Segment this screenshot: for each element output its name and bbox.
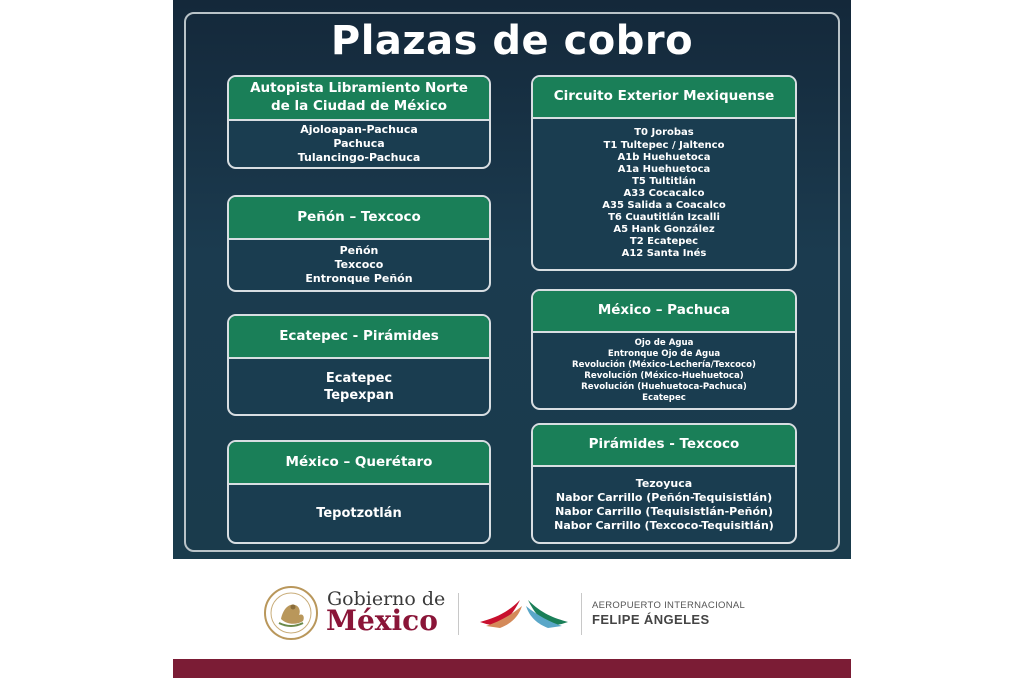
plaza-item: Nabor Carrillo (Peñón-Tequisistlán): [555, 490, 773, 504]
plaza-item: Nabor Carrillo (Tequisistlán-Peñón): [555, 504, 773, 518]
footer-divider: [581, 593, 582, 635]
card-heading: Pirámides - Texcoco: [533, 425, 795, 467]
plaza-list: [533, 467, 795, 542]
plaza-item: Texcoco: [334, 258, 384, 271]
plaza-item: T0 Jorobas: [634, 127, 694, 139]
card-mexico-pachuca: [531, 289, 797, 410]
card-heading: Ecatepec - Pirámides: [229, 316, 489, 359]
plaza-item: Tepexpan: [324, 387, 394, 403]
escudo-nacional-seal-icon: [263, 585, 319, 641]
card-heading: [229, 77, 489, 121]
heading-line: de la Ciudad de México: [271, 98, 447, 114]
card-penon-texcoco: [227, 195, 491, 292]
card-ecatepec-piramides: [227, 314, 491, 416]
plaza-item: Peñón: [339, 244, 379, 257]
plaza-item: Ajoloapan-Pachuca: [300, 123, 418, 136]
plaza-item: Tulancingo-Pachuca: [297, 151, 421, 164]
plaza-item: Ojo de Agua: [634, 337, 694, 348]
plaza-item: A33 Cocacalco: [623, 187, 705, 199]
plaza-item: Revolución (México-Lechería/Texcoco): [572, 359, 756, 370]
plaza-item: Tepotzotlán: [316, 506, 402, 521]
plaza-list: [229, 121, 489, 167]
card-mexico-queretaro: [227, 440, 491, 544]
page-title: Plazas de cobro: [330, 18, 694, 64]
card-heading: México – Pachuca: [533, 291, 795, 333]
plaza-item: Revolución (Huehuetoca-Pachuca): [581, 381, 747, 392]
plaza-item: T6 Cuautitlán Izcalli: [608, 212, 720, 224]
aeropuerto-internacional-label: AEROPUERTO INTERNACIONAL: [592, 600, 746, 611]
gobierno-de-label: Gobierno de: [327, 588, 446, 610]
plaza-list: [229, 240, 489, 290]
aifa-wings-logo-icon: [476, 590, 572, 636]
plaza-list: [229, 359, 489, 414]
card-heading: Peñón – Texcoco: [229, 197, 489, 240]
mexico-label: México: [326, 604, 438, 637]
plaza-item: Ecatepec: [642, 392, 686, 403]
heading-line: Autopista Libramiento Norte: [250, 80, 468, 97]
card-heading: Circuito Exterior Mexiquense: [533, 77, 795, 119]
card-circuito-exterior-mexiquense: [531, 75, 797, 271]
plaza-item: T2 Ecatepec: [629, 236, 699, 248]
plaza-item: Nabor Carrillo (Texcoco-Tequisitlán): [554, 518, 774, 532]
plaza-item: Tezoyuca: [635, 476, 693, 490]
card-heading: México – Querétaro: [229, 442, 489, 485]
plaza-item: Ecatepec: [325, 370, 393, 386]
felipe-angeles-label: FELIPE ÁNGELES: [592, 612, 710, 627]
plaza-item: Revolución (México-Huehuetoca): [584, 370, 744, 381]
plaza-item: A5 Hank González: [613, 224, 715, 236]
plaza-item: A1b Huehuetoca: [617, 151, 711, 163]
plaza-list: [533, 119, 795, 269]
plaza-list: [229, 485, 489, 542]
card-piramides-texcoco: [531, 423, 797, 544]
plaza-item: Pachuca: [333, 137, 385, 150]
plaza-item: T5 Tultitlán: [632, 175, 696, 187]
plaza-item: Entronque Peñón: [305, 272, 413, 285]
bottom-brand-bar: [173, 659, 851, 678]
plaza-item: T1 Tultepec / Jaltenco: [603, 139, 725, 151]
plaza-item: A1a Huehuetoca: [617, 163, 711, 175]
plaza-item: Entronque Ojo de Agua: [607, 348, 721, 359]
plaza-item: A35 Salida a Coacalco: [602, 200, 726, 212]
plaza-list: [533, 333, 795, 408]
footer-divider: [458, 593, 459, 635]
card-libramiento-norte: [227, 75, 491, 169]
plaza-item: A12 Santa Inés: [621, 248, 707, 260]
